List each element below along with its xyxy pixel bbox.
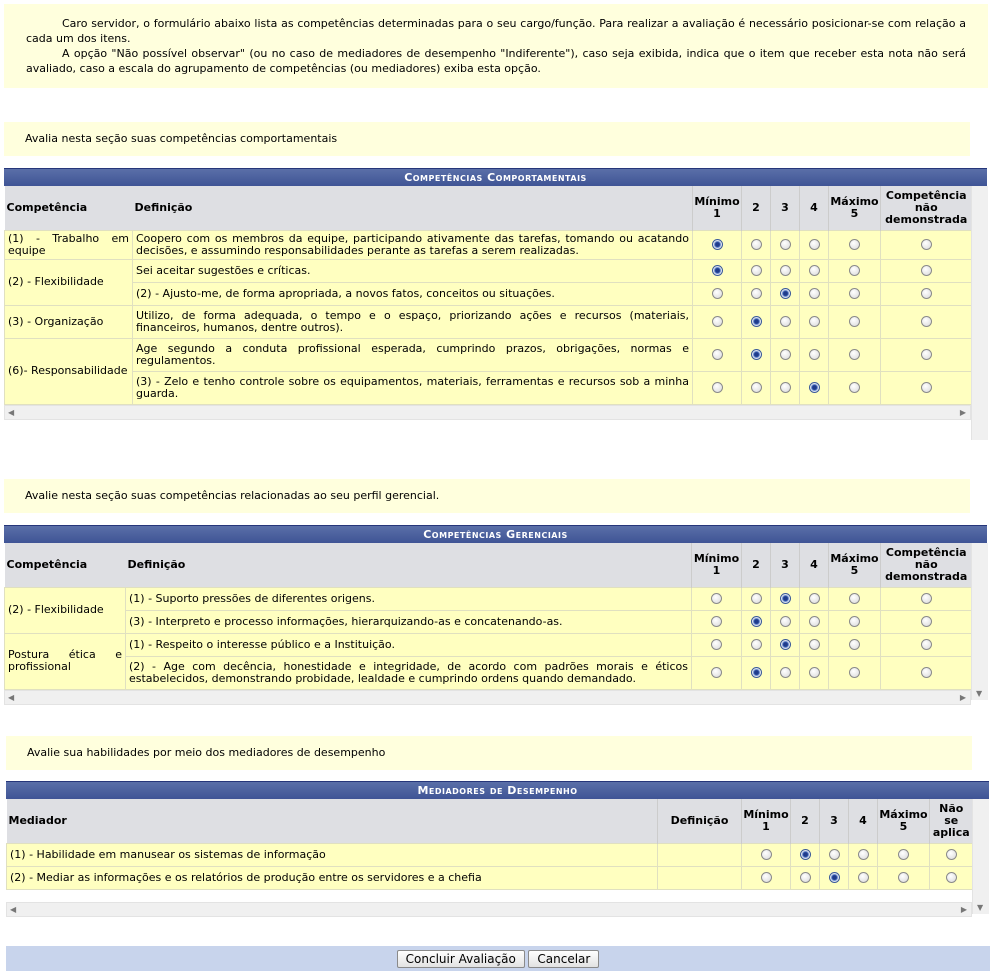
rating-cell: [742, 587, 771, 610]
rating-cell: [820, 843, 849, 866]
vertical-scrollbar[interactable]: [971, 543, 988, 700]
rating-radio[interactable]: [780, 382, 791, 393]
header-not-shown: Competência não demonstrada: [881, 543, 972, 587]
table-row: [5, 587, 972, 610]
rating-cell: [829, 610, 881, 633]
header-competence: Competência: [5, 186, 133, 230]
managerial-competences-section: [4, 525, 971, 705]
rating-radio[interactable]: [800, 872, 811, 883]
rating-radio[interactable]: [712, 288, 723, 299]
rating-radio[interactable]: [849, 639, 860, 650]
rating-radio[interactable]: [849, 349, 860, 360]
table-row: [5, 230, 972, 259]
rating-radio[interactable]: [921, 616, 932, 627]
competence-name: (2) - Flexibilidade: [5, 587, 126, 633]
rating-cell: [829, 259, 881, 282]
rating-cell: [881, 338, 972, 371]
rating-cell: [878, 866, 930, 889]
header-mediator: Mediador: [7, 799, 658, 843]
rating-radio[interactable]: [858, 872, 869, 883]
rating-cell: [820, 866, 849, 889]
intro-box: [4, 4, 988, 88]
rating-radio[interactable]: [712, 316, 723, 327]
rating-cell: [800, 230, 829, 259]
rating-radio[interactable]: [921, 349, 932, 360]
rating-cell: [692, 610, 742, 633]
competence-table: [4, 543, 972, 690]
rating-radio[interactable]: [849, 667, 860, 678]
rating-cell: [742, 610, 771, 633]
competence-definition: (3) - Interpreto e processo informações, hierarquizando-as e concatenando-as.: [126, 610, 692, 633]
rating-radio[interactable]: [751, 593, 762, 604]
rating-cell: [742, 230, 771, 259]
rating-cell: [771, 305, 800, 338]
scroll-left-icon[interactable]: ◀: [8, 407, 15, 417]
rating-radio[interactable]: [751, 349, 762, 360]
mediator-definition: [658, 866, 742, 889]
section-note: Avalie nesta seção suas competências relacionadas ao seu perfil gerencial.: [4, 479, 970, 513]
rating-cell: [771, 282, 800, 305]
header-definition: Definição: [126, 543, 692, 587]
rating-radio[interactable]: [712, 239, 723, 250]
submit-evaluation-button[interactable]: Concluir Avaliação: [397, 950, 525, 968]
rating-cell: [742, 656, 771, 689]
rating-radio[interactable]: [849, 239, 860, 250]
rating-radio[interactable]: [849, 288, 860, 299]
table-row: [5, 656, 972, 689]
rating-cell: [771, 230, 800, 259]
rating-cell: [693, 305, 742, 338]
rating-cell: [800, 259, 829, 282]
scroll-left-icon[interactable]: ◀: [8, 692, 15, 702]
rating-radio[interactable]: [921, 239, 932, 250]
rating-cell: [742, 633, 771, 656]
rating-cell: [742, 282, 771, 305]
table-row: [7, 866, 973, 889]
rating-radio[interactable]: [921, 382, 932, 393]
table-row: [5, 610, 972, 633]
rating-radio[interactable]: [809, 382, 820, 393]
rating-radio[interactable]: [751, 382, 762, 393]
rating-radio[interactable]: [780, 288, 791, 299]
table-row: [5, 305, 972, 338]
rating-cell: [771, 610, 800, 633]
performance-mediators-section: [6, 781, 972, 917]
table-row: [5, 259, 972, 282]
rating-cell: [800, 305, 829, 338]
rating-radio[interactable]: [711, 667, 722, 678]
rating-radio[interactable]: [780, 593, 791, 604]
rating-cell: [881, 305, 972, 338]
rating-radio[interactable]: [921, 667, 932, 678]
rating-cell: [771, 371, 800, 404]
rating-cell: [800, 371, 829, 404]
horizontal-scrollbar[interactable]: [4, 405, 971, 420]
header-4: 4: [800, 543, 829, 587]
header-2: 2: [742, 186, 771, 230]
competence-definition: Sei aceitar sugestões e críticas.: [133, 259, 693, 282]
rating-cell: [849, 866, 878, 889]
table-row: [5, 282, 972, 305]
header-3: 3: [820, 799, 849, 843]
competence-definition: (1) - Respeito o interesse público e a Instituição.: [126, 633, 692, 656]
rating-radio[interactable]: [946, 849, 957, 860]
mediator-table: [6, 799, 973, 890]
rating-radio[interactable]: [711, 639, 722, 650]
header-max: Máximo 5: [878, 799, 930, 843]
rating-radio[interactable]: [780, 639, 791, 650]
rating-radio[interactable]: [921, 639, 932, 650]
rating-cell: [881, 230, 972, 259]
rating-cell: [878, 843, 930, 866]
form-footer: [6, 946, 990, 971]
rating-radio[interactable]: [809, 349, 820, 360]
header-definition: Definição: [133, 186, 693, 230]
rating-radio[interactable]: [751, 616, 762, 627]
rating-cell: [800, 656, 829, 689]
rating-cell: [829, 305, 881, 338]
competence-name: Postura ética e profissional: [5, 633, 126, 689]
competence-definition: Utilizo, de forma adequada, o tempo e o espaço, priorizando ações e recursos (materiais, financeiros, humanos, dentre outros).: [133, 305, 693, 338]
scroll-down-icon[interactable]: ▼: [977, 903, 984, 912]
rating-cell: [771, 633, 800, 656]
competence-definition: (2) - Age com decência, honestidade e integridade, de acordo com padrões morais e éticos estabelecidos, demonstrando probidade, lealdade e cumprindo ordens quando demandado.: [126, 656, 692, 689]
rating-radio[interactable]: [809, 288, 820, 299]
rating-cell: [829, 656, 881, 689]
rating-radio[interactable]: [712, 382, 723, 393]
rating-cell: [693, 230, 742, 259]
behavioral-competences-section: [4, 168, 971, 420]
vertical-scrollbar[interactable]: [971, 186, 988, 440]
rating-cell: [693, 259, 742, 282]
rating-radio[interactable]: [780, 265, 791, 276]
mediator-name: (2) - Mediar as informações e os relatórios de produção entre os servidores e a chefia: [7, 866, 658, 889]
competence-name: (2) - Flexibilidade: [5, 259, 133, 305]
rating-radio[interactable]: [761, 872, 772, 883]
rating-cell: [771, 259, 800, 282]
header-not-shown: Competência não demonstrada: [881, 186, 972, 230]
rating-cell: [881, 610, 972, 633]
rating-cell: [742, 843, 791, 866]
rating-radio[interactable]: [809, 265, 820, 276]
rating-radio[interactable]: [946, 872, 957, 883]
cancel-button[interactable]: Cancelar: [528, 950, 599, 968]
rating-cell: [771, 338, 800, 371]
rating-cell: [692, 656, 742, 689]
rating-radio[interactable]: [809, 616, 820, 627]
rating-radio[interactable]: [800, 849, 811, 860]
horizontal-scrollbar[interactable]: [4, 690, 971, 705]
scroll-down-icon[interactable]: ▼: [976, 689, 983, 698]
rating-cell: [800, 633, 829, 656]
rating-radio[interactable]: [780, 616, 791, 627]
rating-radio[interactable]: [849, 265, 860, 276]
rating-cell: [692, 633, 742, 656]
header-min: Mínimo 1: [742, 799, 791, 843]
rating-radio[interactable]: [898, 872, 909, 883]
header-min: Mínimo 1: [693, 186, 742, 230]
rating-cell: [800, 587, 829, 610]
competence-definition: Age segundo a conduta profissional esperada, cumprindo prazos, obrigações, normas e regulamentos.: [133, 338, 693, 371]
competence-table: [4, 186, 972, 405]
rating-cell: [791, 843, 820, 866]
rating-radio[interactable]: [751, 316, 762, 327]
rating-radio[interactable]: [921, 316, 932, 327]
rating-cell: [771, 587, 800, 610]
rating-cell: [742, 305, 771, 338]
competence-definition: (2) - Ajusto-me, de forma apropriada, a novos fatos, conceitos ou situações.: [133, 282, 693, 305]
rating-cell: [742, 866, 791, 889]
rating-cell: [742, 371, 771, 404]
rating-radio[interactable]: [849, 593, 860, 604]
header-2: 2: [742, 543, 771, 587]
rating-radio[interactable]: [751, 639, 762, 650]
rating-cell: [881, 587, 972, 610]
rating-cell: [829, 230, 881, 259]
rating-radio[interactable]: [712, 265, 723, 276]
competence-definition: Coopero com os membros da equipe, participando ativamente das tarefas, tomando ou acatando decisões, e assumindo responsabilidades perante as tarefas a serem realizadas.: [133, 230, 693, 259]
rating-cell: [881, 282, 972, 305]
intro-paragraph-2: A opção "Não possível observar" (ou no caso de mediadores de desempenho "Indiferente"), caso seja exibida, indica que o item que receber esta nota não será avaliado, caso a escala do agrupamento de competências (ou mediadores) exiba esta opção.: [26, 47, 966, 75]
section-caption: Mediadores de Desempenho: [6, 781, 989, 799]
rating-radio[interactable]: [849, 382, 860, 393]
competence-definition: (1) - Suporto pressões de diferentes origens.: [126, 587, 692, 610]
rating-cell: [800, 282, 829, 305]
table-row: [5, 633, 972, 656]
rating-radio[interactable]: [761, 849, 772, 860]
rating-cell: [692, 587, 742, 610]
rating-cell: [771, 656, 800, 689]
rating-cell: [930, 843, 973, 866]
rating-radio[interactable]: [809, 316, 820, 327]
mediator-name: (1) - Habilidade em manusear os sistemas de informação: [7, 843, 658, 866]
rating-radio[interactable]: [921, 265, 932, 276]
rating-radio[interactable]: [809, 239, 820, 250]
rating-radio[interactable]: [829, 849, 840, 860]
header-max: Máximo 5: [829, 543, 881, 587]
rating-cell: [800, 338, 829, 371]
rating-cell: [829, 338, 881, 371]
rating-radio[interactable]: [849, 616, 860, 627]
rating-radio[interactable]: [921, 288, 932, 299]
rating-radio[interactable]: [780, 239, 791, 250]
header-max: Máximo 5: [829, 186, 881, 230]
rating-radio[interactable]: [712, 349, 723, 360]
competence-name: (6)- Responsabilidade: [5, 338, 133, 404]
rating-radio[interactable]: [711, 593, 722, 604]
rating-radio[interactable]: [898, 849, 909, 860]
section-caption: Competências Comportamentais: [4, 168, 987, 186]
rating-cell: [693, 371, 742, 404]
competence-name: (1) - Trabalho em equipe: [5, 230, 133, 259]
header-3: 3: [771, 186, 800, 230]
intro-paragraph-1: Caro servidor, o formulário abaixo lista as competências determinadas para o seu cargo/função. Para realizar a avaliação é necessário posicionar-se com relação a cada um dos itens.: [26, 17, 966, 45]
rating-radio[interactable]: [921, 593, 932, 604]
rating-cell: [742, 338, 771, 371]
rating-radio[interactable]: [751, 239, 762, 250]
rating-cell: [881, 633, 972, 656]
rating-cell: [881, 656, 972, 689]
table-row: [7, 843, 973, 866]
rating-radio[interactable]: [751, 265, 762, 276]
rating-cell: [930, 866, 973, 889]
rating-cell: [881, 259, 972, 282]
rating-radio[interactable]: [751, 667, 762, 678]
header-not-applicable: Não se aplica: [930, 799, 973, 843]
scroll-right-icon[interactable]: ▶: [960, 904, 967, 914]
header-min: Mínimo 1: [692, 543, 742, 587]
section-note: Avalia nesta seção suas competências comportamentais: [4, 122, 970, 156]
rating-radio[interactable]: [780, 316, 791, 327]
rating-radio[interactable]: [809, 593, 820, 604]
rating-cell: [800, 610, 829, 633]
rating-cell: [742, 259, 771, 282]
rating-cell: [849, 843, 878, 866]
competence-definition: (3) - Zelo e tenho controle sobre os equipamentos, materiais, ferramentas e recursos sob a minha guarda.: [133, 371, 693, 404]
rating-radio[interactable]: [809, 639, 820, 650]
header-competence: Competência: [5, 543, 126, 587]
competence-name: (3) - Organização: [5, 305, 133, 338]
rating-cell: [791, 866, 820, 889]
header-3: 3: [771, 543, 800, 587]
rating-radio[interactable]: [829, 872, 840, 883]
header-4: 4: [849, 799, 878, 843]
rating-radio[interactable]: [858, 849, 869, 860]
header-2: 2: [791, 799, 820, 843]
rating-cell: [881, 371, 972, 404]
rating-radio[interactable]: [849, 316, 860, 327]
header-4: 4: [800, 186, 829, 230]
section-caption: Competências Gerenciais: [4, 525, 987, 543]
rating-cell: [829, 633, 881, 656]
rating-cell: [693, 338, 742, 371]
table-row: [5, 371, 972, 404]
rating-cell: [829, 371, 881, 404]
rating-radio[interactable]: [780, 349, 791, 360]
rating-cell: [829, 587, 881, 610]
rating-radio[interactable]: [751, 288, 762, 299]
horizontal-scrollbar[interactable]: [6, 902, 972, 917]
section-note: Avalie sua habilidades por meio dos mediadores de desempenho: [6, 736, 972, 770]
table-row: [5, 338, 972, 371]
rating-radio[interactable]: [711, 616, 722, 627]
scroll-right-icon[interactable]: ▶: [959, 692, 966, 702]
header-definition: Definição: [658, 799, 742, 843]
vertical-scrollbar[interactable]: [972, 799, 989, 914]
scroll-right-icon[interactable]: ▶: [959, 407, 966, 417]
rating-cell: [693, 282, 742, 305]
rating-radio[interactable]: [780, 667, 791, 678]
scroll-left-icon[interactable]: ◀: [10, 904, 17, 914]
rating-cell: [829, 282, 881, 305]
rating-radio[interactable]: [809, 667, 820, 678]
mediator-definition: [658, 843, 742, 866]
